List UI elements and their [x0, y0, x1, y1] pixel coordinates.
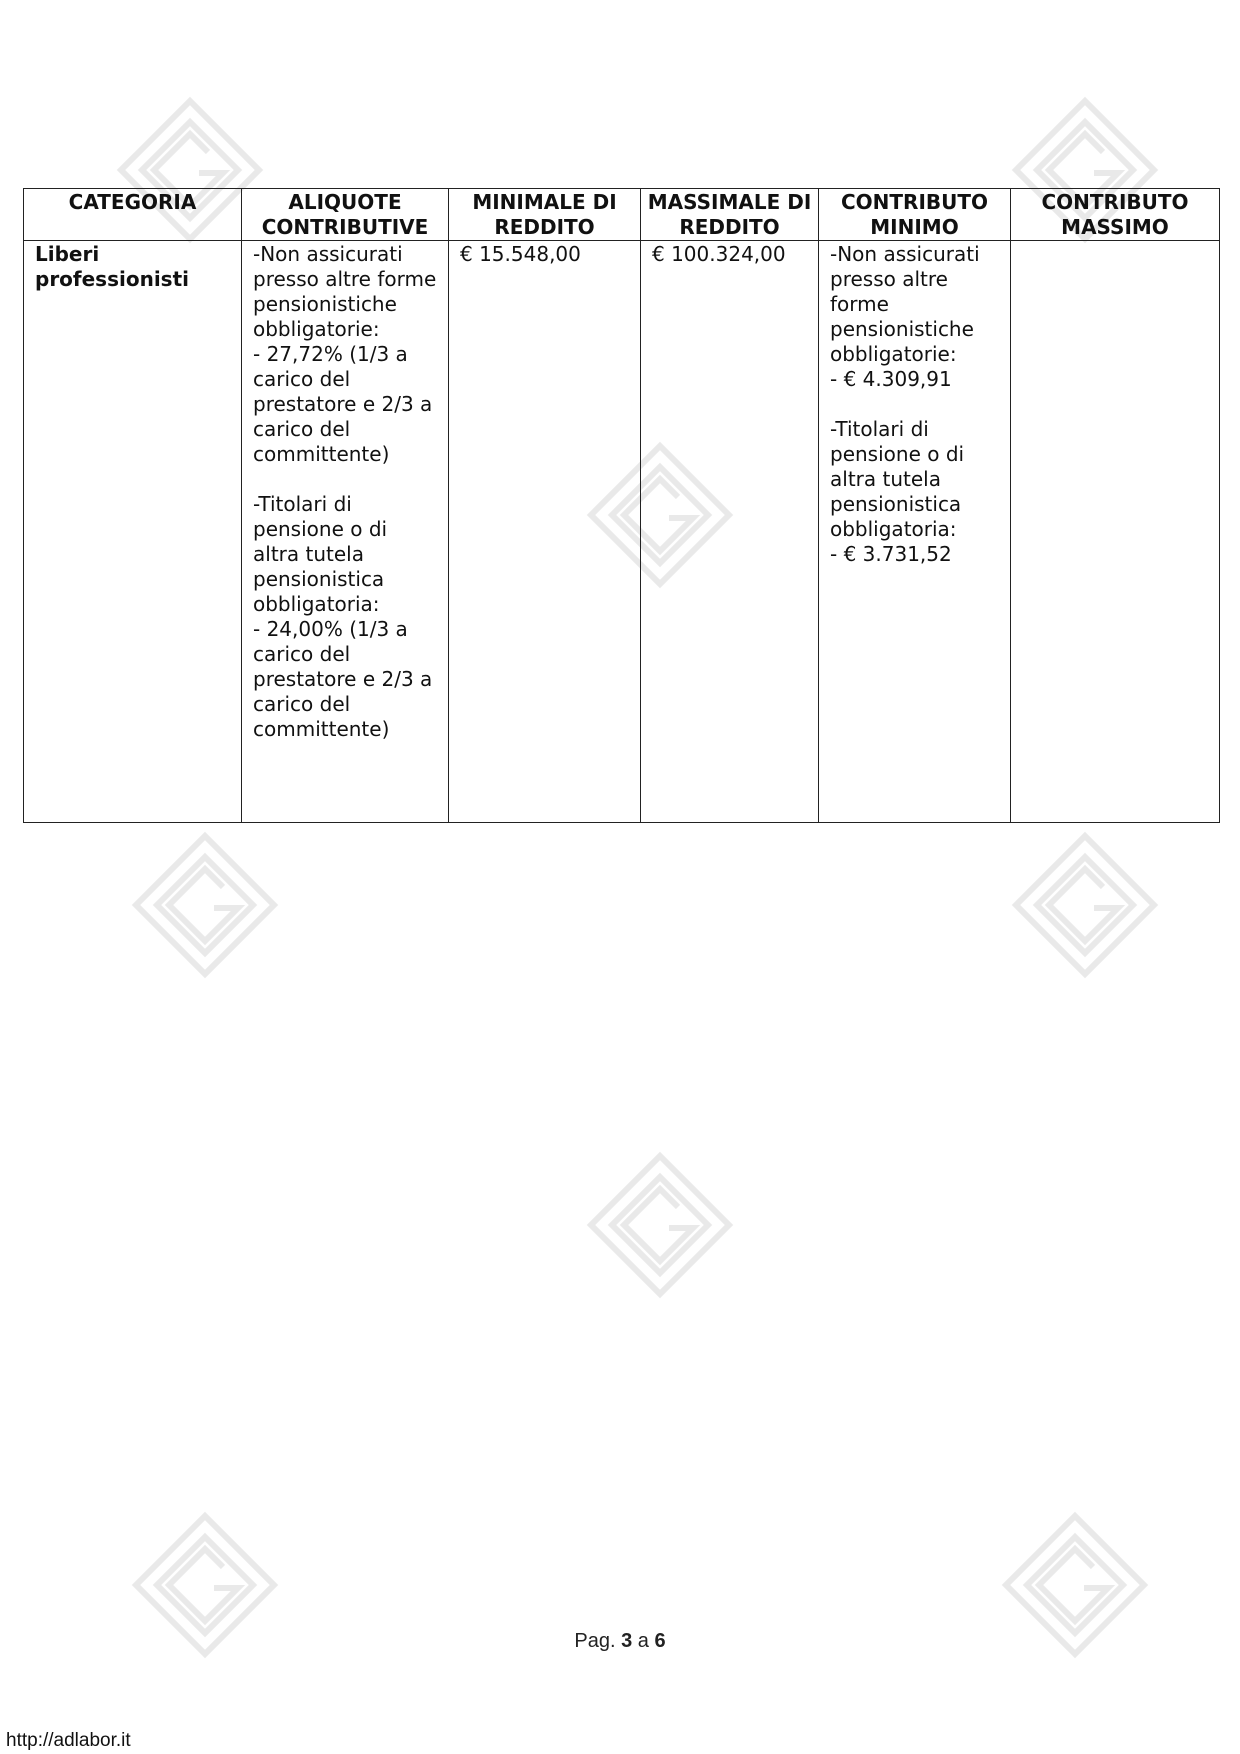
footer-url: http://adlabor.it [6, 1730, 131, 1751]
header-contributo-minimo: CONTRIBUTO MINIMO [819, 189, 1011, 241]
watermark-logo-icon [585, 1150, 735, 1300]
watermark-logo-icon [1010, 830, 1160, 980]
contributo-minimo-non-assicurati: -Non assicurati presso altre forme pensionistiche obbligatorie: - € 4.309,91 [830, 242, 980, 391]
cell-contributo-minimo [819, 241, 1011, 823]
table-row [24, 241, 1220, 823]
page-total: 6 [654, 1630, 666, 1652]
massimale-value: € 100.324,00 [652, 242, 786, 266]
contributo-minimo-titolari-pensione: -Titolari di pensione o di altra tutela pensionistica obbligatoria: - € 3.731,52 [830, 417, 965, 566]
contribution-table [23, 188, 1220, 823]
watermark-logo-icon [130, 830, 280, 980]
cell-contributo-massimo [1011, 241, 1220, 823]
cell-aliquote [242, 241, 449, 823]
header-massimale-di-reddito: MASSIMALE DI REDDITO [641, 189, 819, 241]
cell-minimale [449, 241, 641, 823]
minimale-value: € 15.548,00 [460, 242, 581, 266]
table-header-row [24, 189, 1220, 241]
page-number [0, 1630, 1240, 1653]
cell-massimale [641, 241, 819, 823]
header-aliquote-contributive: ALIQUOTE CONTRIBUTIVE [242, 189, 449, 241]
aliquote-titolari-pensione: -Titolari di pensione o di altra tutela pensionistica obbligatoria: - 24,00% (1/3 a carico del prestatore e 2/3 a carico del committente) [253, 492, 433, 741]
aliquote-non-assicurati: -Non assicurati presso altre forme pensionistiche obbligatorie: - 27,72% (1/3 a carico del prestatore e 2/3 a carico del committente) [253, 242, 437, 466]
header-categoria: CATEGORIA [24, 189, 242, 241]
page-current: 3 [621, 1630, 633, 1652]
page-prefix: Pag. [574, 1630, 616, 1652]
cell-categoria [24, 241, 242, 823]
header-contributo-massimo: CONTRIBUTO MASSIMO [1011, 189, 1220, 241]
categoria-value: Liberi professionisti [35, 242, 190, 291]
page-separator: a [637, 1630, 649, 1652]
header-minimale-di-reddito: MINIMALE DI REDDITO [449, 189, 641, 241]
